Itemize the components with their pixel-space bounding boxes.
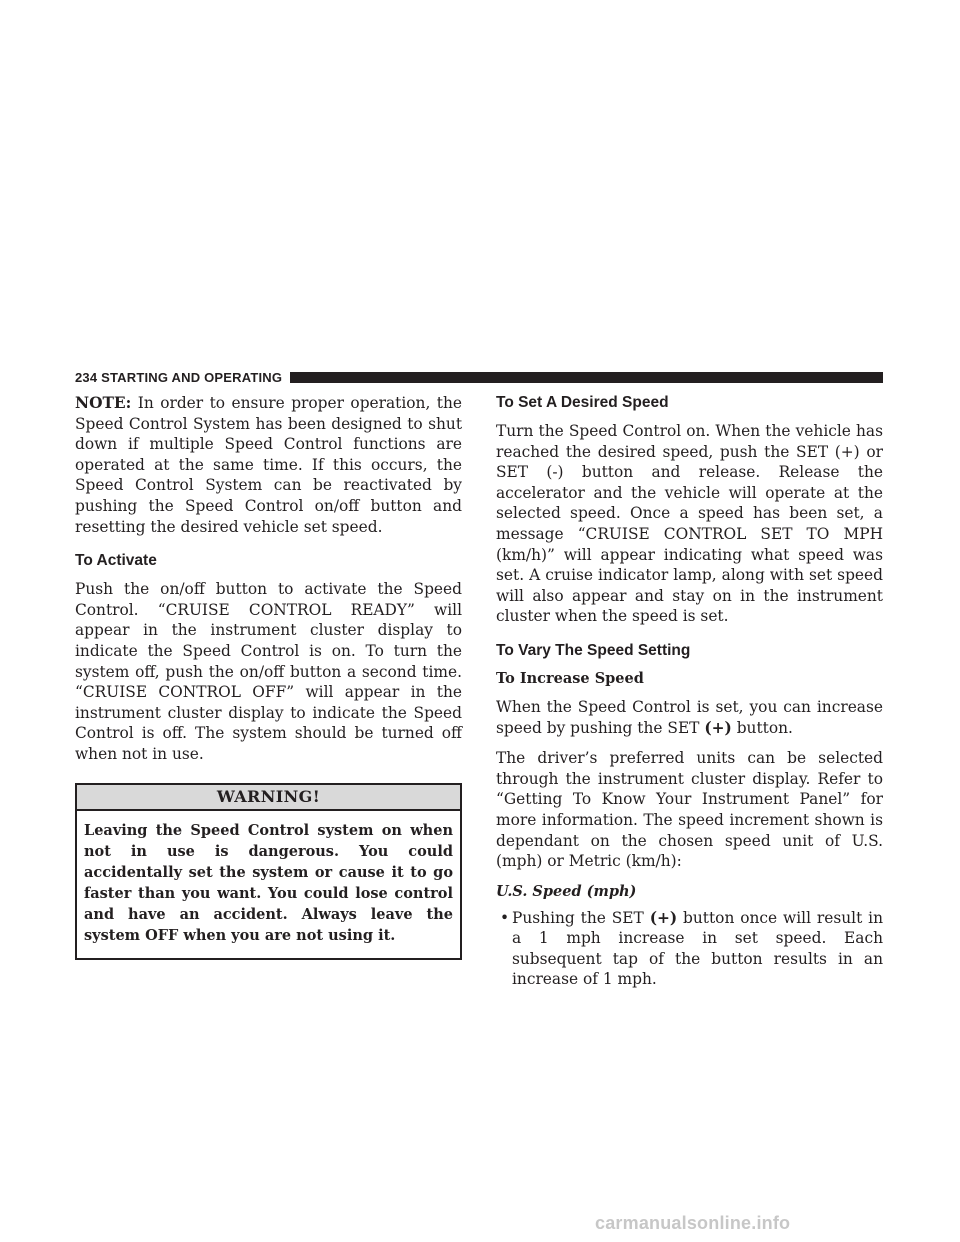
bullet-text-a: Pushing the SET — [512, 908, 650, 927]
header-label — [75, 370, 282, 385]
note-paragraph — [75, 393, 462, 537]
section-title: STARTING AND OPERATING — [101, 369, 283, 385]
vary-speed-heading: To Vary The Speed Setting — [496, 641, 691, 659]
increase-speed-paragraph — [496, 697, 883, 738]
right-column — [496, 393, 883, 990]
set-speed-paragraph: Turn the Speed Control on. When the vehicle has reached the desired speed, push the SET (+) or SET (-) button and release. Release the accelerator and the vehicle will operate at the selected speed. Once a speed has been set, a message “CRUISE CONTROL SET TO MPH (km/h)” will appear indicating what speed was set. A cruise indicator lamp, along with set speed will also appear and stay on in the instrument cluster when the speed is set. — [496, 422, 883, 626]
watermark: carmanualsonline.info — [595, 1213, 791, 1233]
bullet-text — [512, 908, 883, 990]
units-paragraph: The driver’s preferred units can be selected through the instrument cluster display. Refer to “Getting To Know Your Instrument Panel” for more information. The speed increment shown is dependant on the chosen speed unit of U.S. (mph) or Metric (km/h): — [496, 749, 883, 871]
increase-text-c: button. — [731, 718, 793, 737]
increase-text-a: When the Speed Control is set, you can increase speed by pushing the SET — [496, 697, 883, 737]
note-label: NOTE: — [75, 394, 132, 412]
us-speed-heading: U.S. Speed (mph) — [496, 882, 637, 900]
bullet-set-plus: (+) — [649, 908, 678, 927]
page-number: 234 — [75, 369, 98, 385]
warning-title: WARNING! — [77, 785, 460, 811]
page-header — [75, 369, 883, 385]
set-speed-heading: To Set A Desired Speed — [496, 394, 669, 411]
warning-text: Leaving the Speed Control system on when not in use is dangerous. You could accidentally set the system or cause it to go faster than you want. You could lose control and have an accident. Always leave the system OFF when you are not using it. — [84, 821, 453, 944]
left-column — [75, 393, 462, 960]
set-plus-label: (+) — [704, 718, 732, 737]
note-text: In order to ensure proper operation, the Speed Control System has been designed to shut down if multiple Speed Control functions are operated at the same time. If this occurs, the Speed Control System can be reactivated by pushing the Speed Control on/off button and resetting the desired vehicle set speed. — [75, 394, 462, 536]
bullet-dot-icon: • — [500, 908, 510, 927]
bullet-text-c: button once will result in a 1 mph increase in set speed. Each subsequent tap of the button results in an increase of 1 mph. — [512, 908, 883, 989]
header-bar — [290, 372, 883, 383]
bullet-item — [496, 908, 883, 990]
activate-heading: To Activate — [75, 552, 157, 570]
activate-paragraph: Push the on/off button to activate the Speed Control. “CRUISE CONTROL READY” will appear in the instrument cluster display to indicate the Speed Control is on. To turn the system off, push the on/off button a second time. “CRUISE CONTROL OFF” will appear in the instrument cluster display to indicate the Speed Control is off. The system should be turned off when not in use. — [75, 580, 462, 763]
increase-speed-heading: To Increase Speed — [496, 669, 644, 687]
warning-box — [75, 783, 462, 960]
